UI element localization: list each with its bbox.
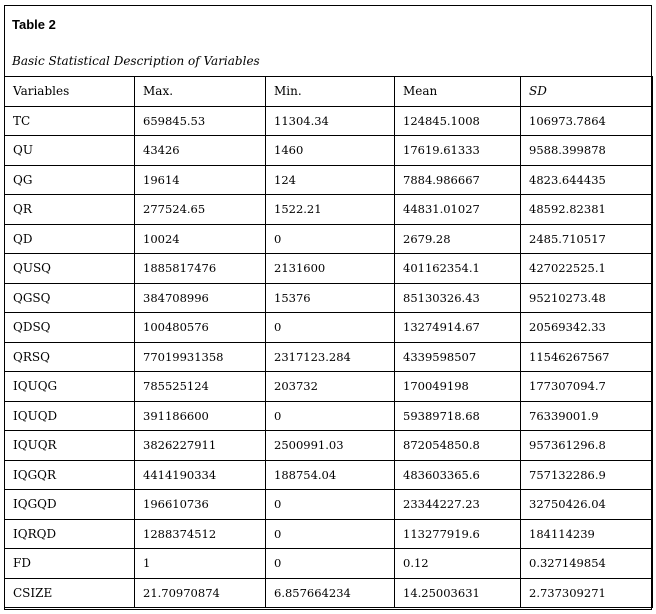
header-variables: Variables [5, 77, 135, 107]
table-caption: Basic Statistical Description of Variables [12, 54, 260, 68]
cell-mean: 0.12 [395, 549, 521, 579]
cell-max: 3826227911 [135, 431, 266, 461]
cell-variable: FD [5, 549, 135, 579]
cell-min: 15376 [266, 283, 395, 313]
cell-mean: 85130326.43 [395, 283, 521, 313]
cell-max: 21.70970874 [135, 578, 266, 608]
cell-sd: 106973.7864 [521, 106, 653, 136]
table-row [5, 165, 653, 195]
cell-min: 0 [266, 313, 395, 343]
cell-min: 11304.34 [266, 106, 395, 136]
cell-max: 1885817476 [135, 254, 266, 284]
cell-mean: 23344227.23 [395, 490, 521, 520]
cell-variable: QD [5, 224, 135, 254]
cell-mean: 124845.1008 [395, 106, 521, 136]
table-row [5, 372, 653, 402]
table-header-row [5, 77, 653, 107]
cell-min: 6.857664234 [266, 578, 395, 608]
cell-sd: 2485.710517 [521, 224, 653, 254]
table-row [5, 254, 653, 284]
cell-sd: 11546267567 [521, 342, 653, 372]
table-row [5, 431, 653, 461]
cell-max: 4414190334 [135, 460, 266, 490]
cell-variable: QGSQ [5, 283, 135, 313]
cell-mean: 2679.28 [395, 224, 521, 254]
cell-min: 1460 [266, 136, 395, 166]
cell-sd: 177307094.7 [521, 372, 653, 402]
cell-sd: 2.737309271 [521, 578, 653, 608]
cell-max: 384708996 [135, 283, 266, 313]
cell-max: 19614 [135, 165, 266, 195]
cell-mean: 872054850.8 [395, 431, 521, 461]
table-row [5, 578, 653, 608]
cell-sd: 76339001.9 [521, 401, 653, 431]
cell-max: 1288374512 [135, 519, 266, 549]
cell-mean: 13274914.67 [395, 313, 521, 343]
table-title: Table 2 [12, 17, 56, 32]
cell-sd: 427022525.1 [521, 254, 653, 284]
cell-min: 2317123.284 [266, 342, 395, 372]
cell-max: 43426 [135, 136, 266, 166]
table-row [5, 313, 653, 343]
cell-sd: 95210273.48 [521, 283, 653, 313]
header-max: Max. [135, 77, 266, 107]
cell-min: 0 [266, 490, 395, 520]
cell-variable: QR [5, 195, 135, 225]
cell-mean: 59389718.68 [395, 401, 521, 431]
cell-mean: 401162354.1 [395, 254, 521, 284]
cell-mean: 14.25003631 [395, 578, 521, 608]
table-row [5, 490, 653, 520]
cell-min: 0 [266, 401, 395, 431]
cell-sd: 9588.399878 [521, 136, 653, 166]
cell-mean: 7884.986667 [395, 165, 521, 195]
cell-variable: IQUQG [5, 372, 135, 402]
cell-mean: 44831.01027 [395, 195, 521, 225]
cell-mean: 17619.61333 [395, 136, 521, 166]
table-row [5, 342, 653, 372]
cell-min: 203732 [266, 372, 395, 402]
header-sd: SD [521, 77, 653, 107]
cell-sd: 20569342.33 [521, 313, 653, 343]
table-row [5, 519, 653, 549]
cell-variable: QRSQ [5, 342, 135, 372]
table-row [5, 549, 653, 579]
cell-max: 100480576 [135, 313, 266, 343]
statistics-table [4, 76, 653, 608]
cell-variable: IQUQR [5, 431, 135, 461]
cell-max: 391186600 [135, 401, 266, 431]
cell-sd: 4823.644435 [521, 165, 653, 195]
cell-max: 1 [135, 549, 266, 579]
cell-sd: 32750426.04 [521, 490, 653, 520]
cell-variable: IQUQD [5, 401, 135, 431]
cell-variable: QU [5, 136, 135, 166]
table-row [5, 224, 653, 254]
cell-variable: QDSQ [5, 313, 135, 343]
cell-mean: 170049198 [395, 372, 521, 402]
cell-variable: QUSQ [5, 254, 135, 284]
cell-max: 785525124 [135, 372, 266, 402]
header-mean: Mean [395, 77, 521, 107]
table-row [5, 136, 653, 166]
table-row [5, 283, 653, 313]
cell-mean: 483603365.6 [395, 460, 521, 490]
cell-min: 0 [266, 224, 395, 254]
cell-max: 10024 [135, 224, 266, 254]
cell-mean: 4339598507 [395, 342, 521, 372]
cell-max: 77019931358 [135, 342, 266, 372]
cell-max: 277524.65 [135, 195, 266, 225]
table-row [5, 195, 653, 225]
cell-sd: 184114239 [521, 519, 653, 549]
cell-variable: IQRQD [5, 519, 135, 549]
cell-sd: 957361296.8 [521, 431, 653, 461]
cell-min: 0 [266, 519, 395, 549]
cell-min: 188754.04 [266, 460, 395, 490]
cell-sd: 757132286.9 [521, 460, 653, 490]
cell-min: 0 [266, 549, 395, 579]
cell-min: 2500991.03 [266, 431, 395, 461]
cell-variable: IQGQR [5, 460, 135, 490]
cell-variable: TC [5, 106, 135, 136]
cell-sd: 48592.82381 [521, 195, 653, 225]
cell-max: 196610736 [135, 490, 266, 520]
header-min: Min. [266, 77, 395, 107]
table-row [5, 460, 653, 490]
table-row [5, 401, 653, 431]
cell-variable: CSIZE [5, 578, 135, 608]
cell-max: 659845.53 [135, 106, 266, 136]
table-row [5, 106, 653, 136]
cell-min: 1522.21 [266, 195, 395, 225]
cell-sd: 0.327149854 [521, 549, 653, 579]
cell-min: 124 [266, 165, 395, 195]
cell-min: 2131600 [266, 254, 395, 284]
cell-mean: 113277919.6 [395, 519, 521, 549]
cell-variable: QG [5, 165, 135, 195]
cell-variable: IQGQD [5, 490, 135, 520]
